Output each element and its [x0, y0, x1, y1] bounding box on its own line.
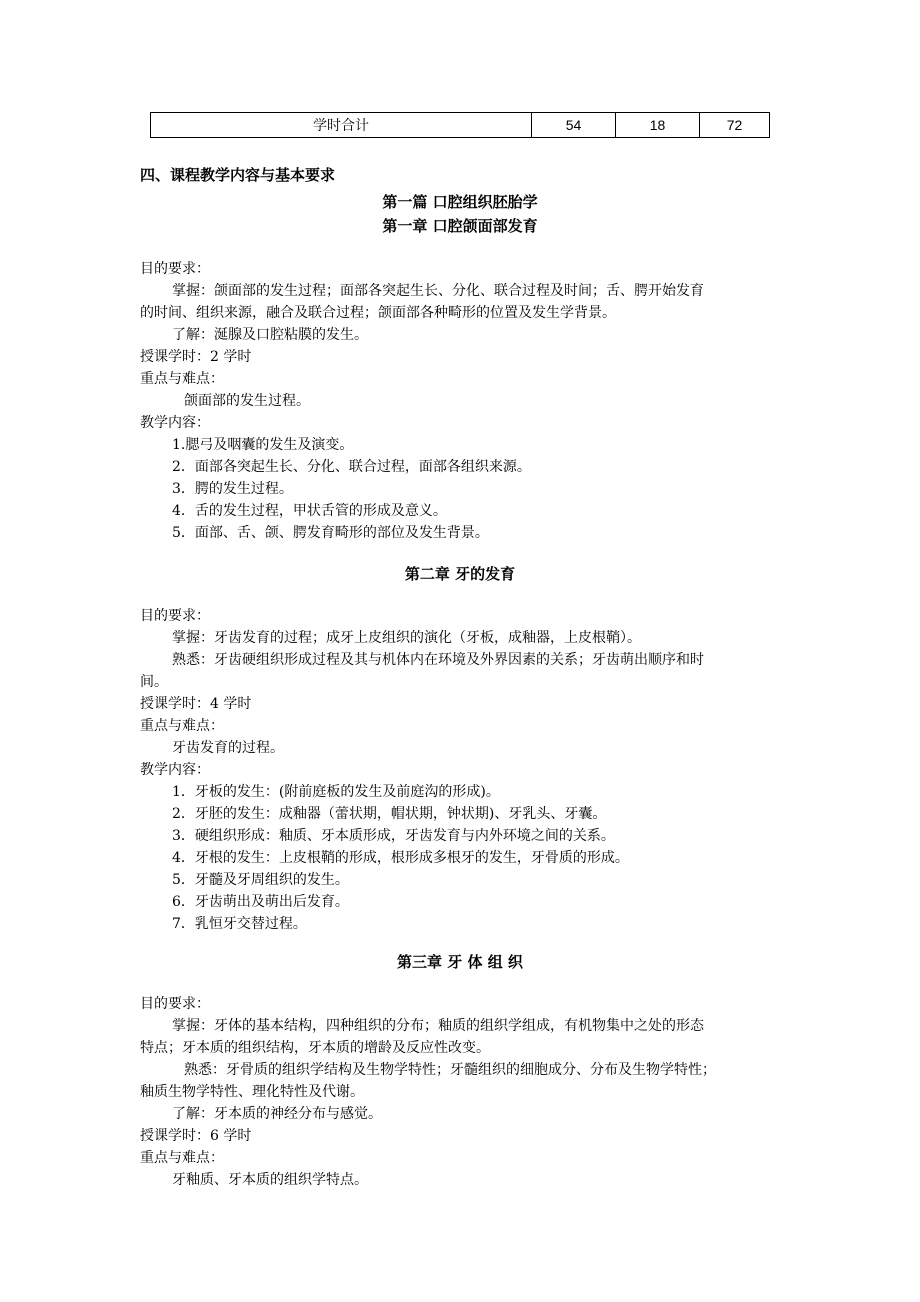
part-title: 第一篇 口腔组织胚胎学: [382, 193, 538, 211]
ch3-familiar-line-1: 熟悉：牙骨质的组织学结构及生物学特性；牙髓组织的细胞成分、分布及生物学特性；: [184, 1062, 716, 1078]
list-item: 1．牙板的发生：(附前庭板的发生及前庭沟的形成)。: [172, 784, 500, 800]
list-item: 4．舌的发生过程，甲状舌管的形成及意义。: [172, 503, 447, 519]
chapter-1-title: 第一章 口腔颌面部发育: [382, 217, 538, 235]
ch2-hours: 授课学时：4 学时: [140, 696, 252, 712]
ch1-know: 了解：涎腺及口腔粘膜的发生。: [172, 327, 368, 343]
hours-summary-table: [150, 112, 770, 138]
ch1-master-line-2: 的时间、组织来源，融合及联合过程；颌面部各种畸形的位置及发生学背景。: [140, 305, 616, 321]
total-hours-cell: 72: [700, 113, 770, 138]
section-heading: 四、课程教学内容与基本要求: [140, 166, 336, 184]
total-hours-label: 学时合计: [151, 113, 532, 138]
ch2-content-label: 教学内容：: [140, 762, 210, 778]
list-item: 4．牙根的发生：上皮根鞘的形成，根形成多根牙的发生，牙骨质的形成。: [172, 850, 629, 866]
ch2-familiar-line-2: 间。: [140, 674, 168, 690]
ch1-key: 颌面部的发生过程。: [184, 393, 310, 409]
chapter-3-title: 第三章 牙 体 组 织: [397, 953, 523, 971]
ch3-know: 了解：牙本质的神经分布与感觉。: [172, 1106, 382, 1122]
ch3-key: 牙釉质、牙本质的组织学特点。: [172, 1172, 368, 1188]
ch3-master-line-2: 特点；牙本质的组织结构，牙本质的增龄及反应性改变。: [140, 1040, 490, 1056]
ch3-hours: 授课学时：6 学时: [140, 1128, 252, 1144]
ch1-hours: 授课学时：2 学时: [140, 349, 252, 365]
list-item: 1.腮弓及咽囊的发生及演变。: [172, 437, 354, 453]
table-row: [151, 113, 770, 138]
ch3-master-line-1: 掌握：牙体的基本结构，四种组织的分布；釉质的组织学组成，有机物集中之处的形态: [172, 1018, 704, 1034]
practice-hours-cell: 18: [616, 113, 700, 138]
ch1-goal-label: 目的要求：: [140, 261, 210, 277]
chapter-2-title: 第二章 牙的发育: [404, 565, 516, 583]
list-item: 7．乳恒牙交替过程。: [172, 916, 307, 932]
list-item: 5．牙髓及牙周组织的发生。: [172, 872, 349, 888]
list-item: 2．牙胚的发生：成釉器（蕾状期，帽状期，钟状期)、牙乳头、牙囊。: [172, 806, 607, 822]
list-item: 3．硬组织形成：釉质、牙本质形成，牙齿发育与内外环境之间的关系。: [172, 828, 615, 844]
theory-hours-cell: 54: [532, 113, 616, 138]
ch2-key-label: 重点与难点：: [140, 718, 224, 734]
ch2-master: 掌握：牙齿发育的过程；成牙上皮组织的演化（牙板，成釉器，上皮根鞘）。: [172, 630, 641, 646]
list-item: 2．面部各突起生长、分化、联合过程，面部各组织来源。: [172, 459, 531, 475]
list-item: 3．腭的发生过程。: [172, 481, 293, 497]
list-item: 5．面部、舌、颌、腭发育畸形的部位及发生背景。: [172, 525, 489, 541]
ch2-familiar-line-1: 熟悉：牙齿硬组织形成过程及其与机体内在环境及外界因素的关系；牙齿萌出顺序和时: [172, 652, 704, 668]
ch1-content-label: 教学内容：: [140, 415, 210, 431]
ch3-familiar-line-2: 釉质生物学特性、理化特性及代谢。: [140, 1084, 364, 1100]
ch2-key: 牙齿发育的过程。: [172, 740, 284, 756]
ch2-goal-label: 目的要求：: [140, 608, 210, 624]
ch1-master-line-1: 掌握：颌面部的发生过程；面部各突起生长、分化、联合过程及时间；舌、腭开始发育: [172, 283, 704, 299]
ch3-key-label: 重点与难点：: [140, 1150, 224, 1166]
ch3-goal-label: 目的要求：: [140, 996, 210, 1012]
list-item: 6．牙齿萌出及萌出后发育。: [172, 894, 349, 910]
ch1-key-label: 重点与难点：: [140, 371, 224, 387]
